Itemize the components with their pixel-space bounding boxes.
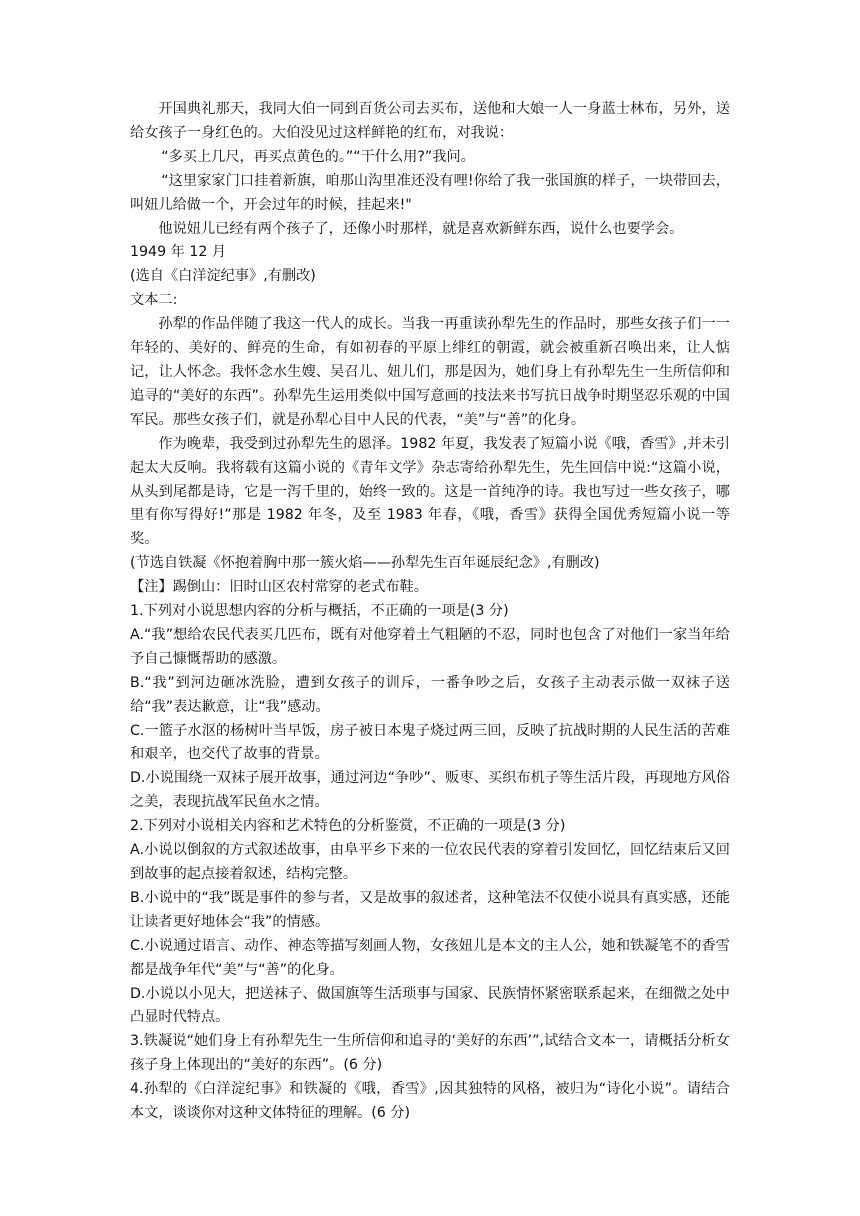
question-stem: 2.下列对小说相关内容和艺术特色的分析鉴赏，不正确的一项是(3 分)	[130, 818, 566, 835]
text2-source: (节选自铁凝《怀抱着胸中那一簇火焰——孙犁先生百年诞辰纪念》,有删改)	[130, 555, 600, 572]
question-stem: 4.孙犁的《白洋淀纪事》和铁凝的《哦，香雪》,因其独特的风格，被归为“诗化小说”。请结合本文，谈谈你对这种文体特征的理解。(6 分)	[130, 1081, 730, 1122]
option-c: C.一篮子水沤的杨树叶当早饭，房子被日本鬼子烧过两三回，反映了抗战时期的人民生活的苦难和艰辛，也交代了故事的背景。	[130, 722, 730, 763]
text1-date: 1949 年 12 月	[130, 244, 227, 261]
option-a: A.“我”想给农民代表买几匹布，既有对他穿着土气粗陋的不忍，同时也包含了对他们一家当年给予自己慷慨帮助的感激。	[130, 626, 730, 667]
text1-paragraph-2: “多买上几尺，再买点黄色的。”“干什么用?”我问。	[161, 148, 475, 165]
text1-source: (选自《白洋淀纪事》,有删改)	[130, 268, 316, 285]
option-a: A.小说以倒叙的方式叙述故事，由阜平乡下来的一位农民代表的穿着引发回忆，回忆结束后又回到故事的起点接着叙述，结构完整。	[130, 842, 730, 882]
text1-paragraph-1: 开国典礼那天，我同大伯一同到百货公司去买布，送他和大娘一人一身蓝士林布，另外，送给女孩子一身红色的。大伯没见过这样鲜艳的红布，对我说：	[130, 101, 730, 141]
option-b: B.“我”到河边砸冰洗脸，遭到女孩子的训斥，一番争吵之后，女孩子主动表示做一双袜子送给“我”表达歉意，让“我”感动。	[130, 674, 730, 715]
question-stem: 1.下列对小说思想内容的分析与概括，不正确的一项是(3 分)	[130, 603, 509, 620]
question-stem: 3.铁凝说“她们身上有孙犁先生一生所信仰和追寻的‘美好的东西’”,试结合文本一，请概括分析女孩子身上体现出的“美好的东西”。(6 分)	[130, 1033, 730, 1074]
document-body	[130, 98, 730, 1126]
text2-paragraph-1: 孙犁的作品伴随了我这一代人的成长。当我一再重读孙犁先生的作品时，那些女孩子们一一年轻的、美好的、鲜亮的生命，有如初春的平原上绯红的朝霞，就会被重新召唤出来，让人惦记，让人怀念。我怀念水生嫂、吴召儿、妞儿们，那是因为，她们身上有孙犁先生一生所信仰和追寻的“美好的东西”。孙犁先生运用类似中国写意画的技法来书写抗日战争时期坚忍乐观的中国军民。那些女孩子们，就是孙犁心目中人民的代表，“美”与“善”的化身。	[130, 316, 730, 428]
text1-paragraph-4: 他说妞儿已经有两个孩子了，还像小时那样，就是喜欢新鲜东西，说什么也要学会。	[158, 220, 684, 237]
text1-paragraph-3: “这里家家门口挂着新旗，咱那山沟里准还没有哩!你给了我一张国旗的样子，一块带回去，叫妞儿给做一个，开会过年的时候，挂起来!"	[130, 172, 730, 213]
question-4	[130, 1078, 730, 1126]
footnote: 【注】踢倒山：旧时山区农村常穿的老式布鞋。	[130, 579, 428, 596]
question-2	[130, 815, 730, 1030]
option-d: D.小说围绕一双袜子展开故事，通过河边“争吵”、贩枣、买织布机子等生活片段，再现地方风俗之美，表现抗战军民鱼水之情。	[130, 770, 730, 811]
option-b: B.小说中的“我”既是事件的参与者，又是故事的叙述者，这种笔法不仅使小说具有真实感，还能让读者更好地体会“我”的情感。	[130, 889, 730, 930]
option-c: C.小说通过语言、动作、神态等描写刻画人物，女孩妞儿是本文的主人公，她和铁凝笔不的香雪都是战争年代“美”与“善”的化身。	[130, 937, 730, 978]
text2-heading: 文本二:	[130, 292, 178, 309]
option-d: D.小说以小见大，把送袜子、做国旗等生活琐事与国家、民族情怀紧密联系起来，在细微之处中凸显时代特点。	[130, 985, 730, 1026]
question-1	[130, 600, 730, 815]
text2-paragraph-2: 作为晚辈，我受到过孙犁先生的恩泽。1982 年夏，我发表了短篇小说《哦，香雪》,并未引起太大反响。我将载有这篇小说的《青年文学》杂志寄给孙犁先生，先生回信中说:“这篇小说，从头到尾都是诗，它是一泻千里的，始终一致的。这是一首纯净的诗。我也写过一些女孩子，哪里有你写得好!”那是 1982 年冬，及至 1983 年春，《哦，香雪》获得全国优秀短篇小说一等奖。	[130, 435, 730, 548]
question-3	[130, 1030, 730, 1078]
